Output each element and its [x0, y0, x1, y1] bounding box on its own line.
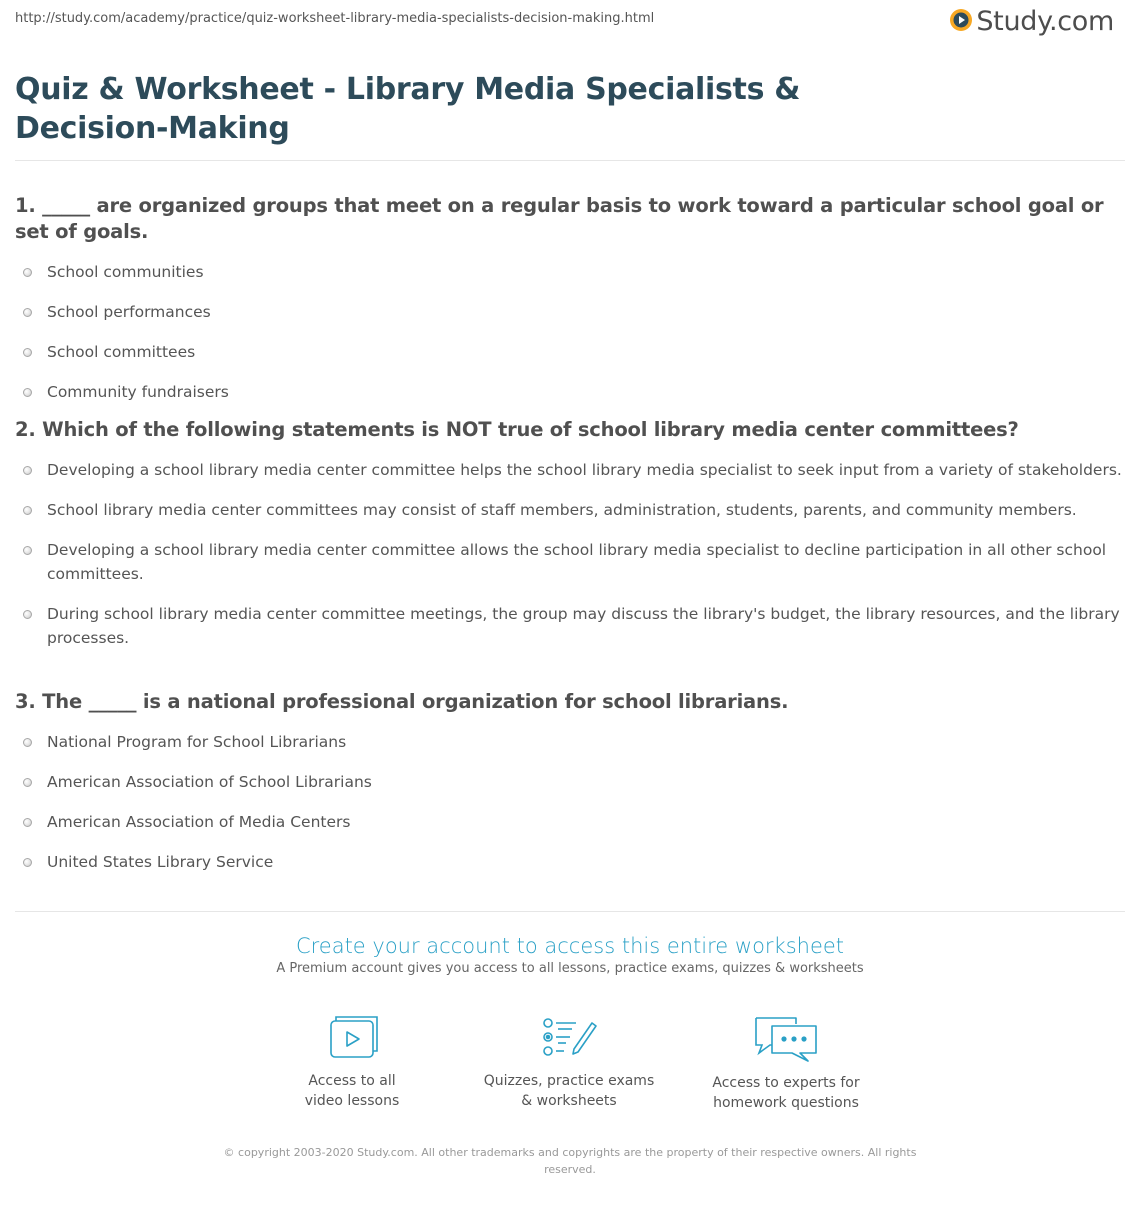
feature-line: Quizzes, practice exams [483, 1073, 655, 1089]
radio-button[interactable] [23, 308, 32, 317]
radio-button[interactable] [23, 738, 32, 747]
play-logo-icon [949, 8, 973, 36]
feature-quizzes [459, 1015, 679, 1111]
signup-cta [0, 934, 1140, 976]
answer-option[interactable] [15, 850, 1125, 874]
question-text: 3. The _____ is a national professional organization for school librarians. [15, 690, 789, 713]
answer-option[interactable] [15, 340, 1125, 364]
answer-option[interactable] [15, 458, 1125, 482]
feature-line: video lessons [304, 1093, 400, 1109]
radio-button[interactable] [23, 268, 32, 277]
question-3 [15, 689, 1125, 874]
option-label: During school library media center committee meetings, the group may discuss the library's budget, the library resources, and the library processes. [47, 605, 1120, 647]
feature-video-lessons [242, 1015, 462, 1111]
page-url: http://study.com/academy/practice/quiz-worksheet-library-media-specialists-decision-making.html [15, 11, 655, 26]
feature-experts [676, 1015, 896, 1113]
option-label: Community fundraisers [47, 383, 229, 401]
option-label: National Program for School Librarians [47, 733, 347, 751]
divider [15, 160, 1125, 161]
video-lesson-icon [242, 1015, 462, 1061]
logo-text: Study.com [976, 6, 1114, 37]
question-2 [15, 417, 1125, 650]
cta-subtitle: A Premium account gives you access to all lessons, practice exams, quizzes & worksheets [276, 961, 864, 976]
radio-button[interactable] [23, 388, 32, 397]
question-text: 1. _____ are organized groups that meet on a regular basis to work toward a particular school goal or set of goals. [15, 194, 1104, 243]
radio-button[interactable] [23, 506, 32, 515]
answer-option[interactable] [15, 498, 1125, 522]
option-label: School committees [47, 343, 196, 361]
question-text: 2. Which of the following statements is NOT true of school library media center committees? [15, 418, 1019, 441]
option-label: Developing a school library media center committee helps the school library media specialist to seek input from a variety of stakeholders. [47, 461, 1122, 479]
radio-button[interactable] [23, 610, 32, 619]
option-label: School communities [47, 263, 204, 281]
radio-button[interactable] [23, 818, 32, 827]
answer-option[interactable] [15, 538, 1125, 586]
answer-option[interactable] [15, 730, 1125, 754]
option-label: American Association of Media Centers [47, 813, 351, 831]
feature-line: homework questions [713, 1095, 859, 1111]
radio-button[interactable] [23, 348, 32, 357]
radio-button[interactable] [23, 546, 32, 555]
radio-button[interactable] [23, 466, 32, 475]
page-title: Quiz & Worksheet - Library Media Specialists & Decision-Making [15, 72, 801, 146]
study-logo[interactable] [949, 6, 1114, 37]
answer-option[interactable] [15, 260, 1125, 284]
radio-button[interactable] [23, 858, 32, 867]
question-1 [15, 193, 1125, 404]
feature-line: Access to all [308, 1073, 396, 1089]
feature-line: Access to experts for [712, 1075, 860, 1091]
answer-option[interactable] [15, 602, 1125, 650]
copyright-text: © copyright 2003-2020 Study.com. All other trademarks and copyrights are the property of their respective owners. All rights reserved. [223, 1146, 917, 1176]
cta-title-link[interactable]: Create your account to access this entire worksheet [295, 934, 845, 958]
chat-bubbles-icon [676, 1015, 896, 1063]
answer-option[interactable] [15, 380, 1125, 404]
divider [15, 911, 1125, 912]
option-label: School library media center committees may consist of staff members, administration, students, parents, and community members. [47, 501, 1077, 519]
option-label: Developing a school library media center committee allows the school library media specialist to decline participation in all other school committees. [47, 541, 1107, 583]
feature-line: & worksheets [521, 1093, 617, 1109]
quiz-checklist-icon [459, 1015, 679, 1061]
answer-option[interactable] [15, 300, 1125, 324]
answer-option[interactable] [15, 810, 1125, 834]
radio-button[interactable] [23, 778, 32, 787]
option-label: United States Library Service [47, 853, 274, 871]
option-label: American Association of School Librarians [47, 773, 372, 791]
answer-option[interactable] [15, 770, 1125, 794]
option-label: School performances [47, 303, 211, 321]
